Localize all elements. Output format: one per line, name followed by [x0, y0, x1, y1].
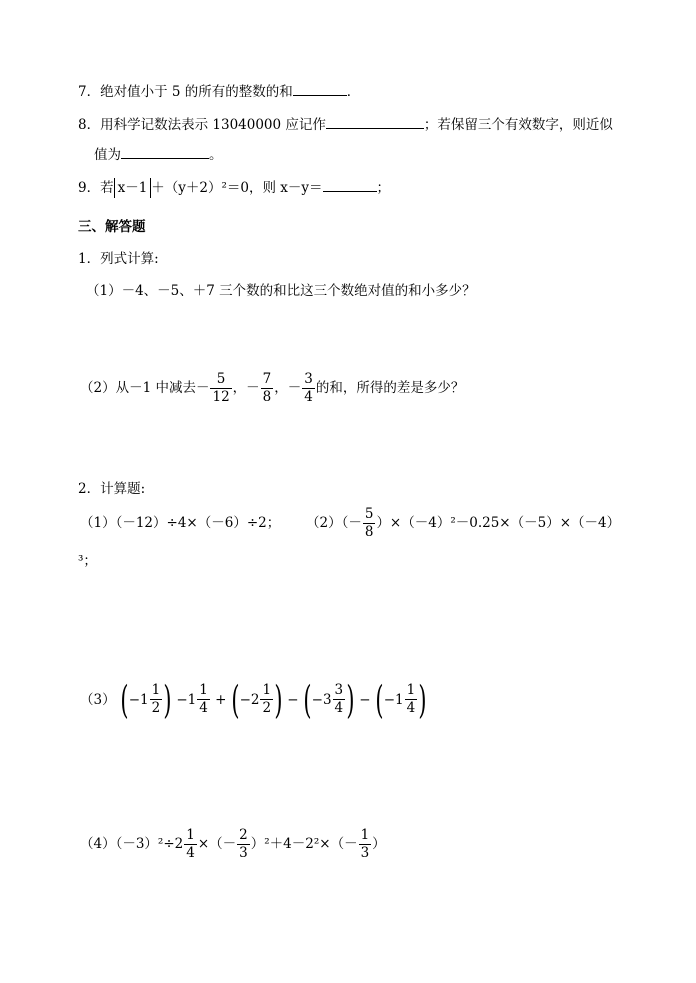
fraction: $\frac{7}{8}$ [262, 371, 272, 405]
answer-blank [326, 116, 424, 129]
question-number: 9． [78, 180, 101, 196]
problem-1-title: 1．列式计算: [78, 251, 159, 267]
fraction: $\frac{1}{4}$ [186, 827, 195, 861]
question-text: 用科学记数法表示 13040000 应记作 [100, 117, 326, 133]
problem-2-part-4: （4）（－3）²÷2 $\frac{1}{4}$ ×（－ $\frac{2}{3}$ ）²＋4－2²×（－ $\frac{1}{3}$ ） [80, 827, 386, 861]
problem-2-title: 2．计算题: [78, 481, 146, 497]
absolute-value: x－1 [114, 178, 152, 198]
problem-2-part-2-wrap: ³； [78, 553, 97, 569]
fraction: $\frac{3}{4}$ [304, 371, 313, 405]
fraction: $\frac{1}{4}$ [406, 682, 416, 716]
fraction: $\frac{5}{8}$ [364, 506, 374, 540]
problem-1-part-1: （1）－4、－5、＋7 三个数的和比这三个数绝对值的和小多少？ [86, 283, 476, 299]
problem-2-part-3: （3） (−1 $\frac{1}{2}$ ) −1 $\frac{1}{4}$ + (−2 $\frac{1}{2}$ ) − (−3 $\frac{3}{4}$ ) − (−1 $\frac{1}{4}$ ) [80, 677, 427, 722]
problem-2-part-1: （1）（－12）÷4×（－6）÷2； [80, 515, 281, 531]
fraction: $\frac{3}{4}$ [334, 682, 344, 716]
fraction: $\frac{1}{2}$ [151, 682, 161, 716]
problem-1-part-2: （2）从－1 中减去－ $\frac{5}{12}$ ，－ $\frac{7}{8}$ ，－ $\frac{3}{4}$ 的和，所得的差是多少？ [80, 371, 465, 405]
question-8-line2: 值为 。 [94, 147, 223, 163]
answer-blank [323, 179, 377, 192]
question-number: 8． [78, 117, 101, 133]
question-7: 7．绝对值小于 5 的所有的整数的和 ． [78, 84, 361, 100]
fraction: $\frac{5}{12}$ [212, 371, 230, 405]
answer-blank [121, 146, 209, 159]
question-text: 绝对值小于 5 的所有的整数的和 [100, 84, 293, 100]
answer-blank [293, 83, 347, 96]
section-heading: 三、解答题 [78, 219, 146, 235]
fraction: $\frac{1}{4}$ [199, 682, 208, 716]
fraction: $\frac{1}{3}$ [360, 827, 370, 861]
fraction: $\frac{2}{3}$ [239, 827, 248, 861]
fraction: $\frac{1}{2}$ [262, 682, 272, 716]
problem-2-part-2: （2）（－ $\frac{5}{8}$ ）×（－4）²－0.25×（－5）×（－4） [306, 506, 621, 540]
question-9: 9．若 x－1 ＋（y＋2）²＝0，则 x－y＝ ； [78, 180, 391, 196]
question-number: 7． [78, 84, 101, 100]
question-8: 8．用科学记数法表示 13040000 应记作 ；若保留三个有效数字，则近似 [78, 117, 613, 133]
